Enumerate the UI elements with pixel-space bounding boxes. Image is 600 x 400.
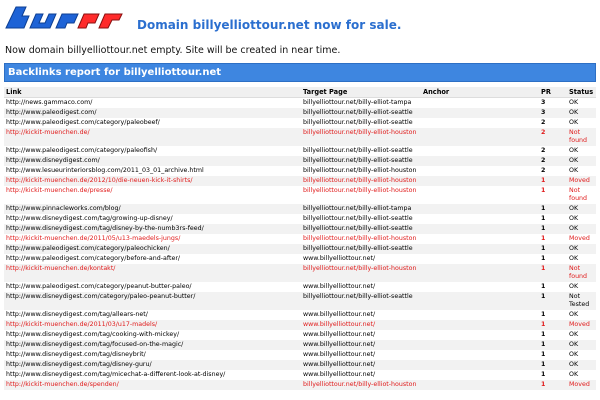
status-cell: OK — [567, 108, 596, 118]
table-row — [4, 330, 596, 340]
status-cell: Not found — [567, 128, 596, 146]
target-page-cell[interactable]: billyelliottour.net/billy-elliot-tampa — [301, 204, 421, 214]
link-cell[interactable]: http://www.paleodigest.com/category/peanut-butter-paleo/ — [4, 282, 301, 292]
target-page-cell[interactable]: billyelliottour.net/billy-elliot-seattle — [301, 214, 421, 224]
status-cell: OK — [567, 244, 596, 254]
backlinks-table — [4, 87, 596, 390]
anchor-cell — [421, 340, 539, 350]
table-row — [4, 156, 596, 166]
table-row — [4, 292, 596, 310]
link-cell[interactable]: http://www.paleodigest.com/category/paleobeef/ — [4, 118, 301, 128]
link-cell[interactable]: http://kickit-muenchen.de/2011/05/u13-maedels-jungs/ — [4, 234, 301, 244]
pr-cell: 1 — [539, 264, 567, 282]
link-cell[interactable]: http://www.disneydigest.com/tag/disneybrit/ — [4, 350, 301, 360]
column-header-status: Status — [567, 87, 596, 98]
target-page-cell[interactable]: billyelliottour.net/billy-elliot-seattle — [301, 292, 421, 310]
pr-cell: 1 — [539, 224, 567, 234]
table-row — [4, 360, 596, 370]
table-row — [4, 224, 596, 234]
anchor-cell — [421, 224, 539, 234]
table-row — [4, 214, 596, 224]
target-page-cell[interactable]: billyelliottour.net/billy-elliot-seattle — [301, 224, 421, 234]
anchor-cell — [421, 118, 539, 128]
link-cell[interactable]: http://www.disneydigest.com/tag/focused-on-the-magic/ — [4, 340, 301, 350]
target-page-cell[interactable]: www.billyelliottour.net/ — [301, 350, 421, 360]
pr-cell: 1 — [539, 254, 567, 264]
table-row — [4, 166, 596, 176]
target-page-cell[interactable]: billyelliottour.net/billy-elliot-houston — [301, 264, 421, 282]
domain-notice: Now domain billyelliottour.net empty. Site will be created in near time. — [5, 45, 341, 56]
pr-cell: 1 — [539, 204, 567, 214]
status-cell: Moved — [567, 234, 596, 244]
link-cell[interactable]: http://kickit-muenchen.de/ — [4, 128, 301, 146]
link-cell[interactable]: http://kickit-muenchen.de/2012/10/die-neuen-kick-it-shirts/ — [4, 176, 301, 186]
status-cell: OK — [567, 310, 596, 320]
status-cell: OK — [567, 340, 596, 350]
anchor-cell — [421, 320, 539, 330]
status-cell: OK — [567, 224, 596, 234]
table-row — [4, 370, 596, 380]
status-cell: OK — [567, 146, 596, 156]
column-header-anchor: Anchor — [421, 87, 539, 98]
anchor-cell — [421, 282, 539, 292]
target-page-cell[interactable]: www.billyelliottour.net/ — [301, 330, 421, 340]
table-row — [4, 350, 596, 360]
anchor-cell — [421, 98, 539, 109]
status-cell: Not found — [567, 264, 596, 282]
anchor-cell — [421, 186, 539, 204]
pr-cell: 1 — [539, 214, 567, 224]
table-row — [4, 98, 596, 109]
anchor-cell — [421, 166, 539, 176]
pr-cell: 1 — [539, 244, 567, 254]
anchor-cell — [421, 292, 539, 310]
status-cell: OK — [567, 204, 596, 214]
target-page-cell[interactable]: billyelliottour.net/billy-elliot-houston — [301, 234, 421, 244]
anchor-cell — [421, 370, 539, 380]
table-row — [4, 282, 596, 292]
table-row — [4, 128, 596, 146]
pr-cell: 1 — [539, 176, 567, 186]
pr-cell: 1 — [539, 370, 567, 380]
pr-cell: 1 — [539, 360, 567, 370]
target-page-cell[interactable]: www.billyelliottour.net/ — [301, 360, 421, 370]
link-cell[interactable]: http://www.paleodigest.com/category/paleofish/ — [4, 146, 301, 156]
anchor-cell — [421, 146, 539, 156]
table-row — [4, 244, 596, 254]
column-header-target: Target Page — [301, 87, 421, 98]
pr-cell: 2 — [539, 128, 567, 146]
anchor-cell — [421, 244, 539, 254]
anchor-cell — [421, 234, 539, 244]
pr-cell: 1 — [539, 282, 567, 292]
report-title: Backlinks report for billyelliottour.net — [8, 67, 222, 78]
pr-cell: 2 — [539, 166, 567, 176]
anchor-cell — [421, 264, 539, 282]
link-cell[interactable]: http://www.disneydigest.com/tag/micechat-a-different-look-at-disney/ — [4, 370, 301, 380]
link-cell[interactable]: http://kickit-muenchen.de/2011/03/u17-madels/ — [4, 320, 301, 330]
table-row — [4, 380, 596, 390]
link-cell[interactable]: http://www.paleodigest.com/ — [4, 108, 301, 118]
target-page-cell[interactable]: billyelliottour.net/billy-elliot-seattle — [301, 244, 421, 254]
site-logo[interactable] — [4, 4, 130, 32]
link-cell[interactable]: http://kickit-muenchen.de/kontakt/ — [4, 264, 301, 282]
link-cell[interactable]: http://www.disneydigest.com/tag/cooking-with-mickey/ — [4, 330, 301, 340]
link-cell[interactable]: http://www.disneydigest.com/tag/growing-up-disney/ — [4, 214, 301, 224]
pr-cell: 1 — [539, 330, 567, 340]
status-cell: Moved — [567, 380, 596, 390]
status-cell: OK — [567, 282, 596, 292]
anchor-cell — [421, 108, 539, 118]
link-cell[interactable]: http://www.pinnacleworks.com/blog/ — [4, 204, 301, 214]
target-page-cell[interactable]: billyelliottour.net/billy-elliot-seattle — [301, 146, 421, 156]
anchor-cell — [421, 310, 539, 320]
status-cell: OK — [567, 360, 596, 370]
pr-cell: 2 — [539, 146, 567, 156]
pr-cell: 1 — [539, 350, 567, 360]
table-header-row — [4, 87, 596, 98]
link-cell[interactable]: http://www.paleodigest.com/category/paleochicken/ — [4, 244, 301, 254]
anchor-cell — [421, 214, 539, 224]
site-header — [4, 4, 596, 34]
table-row — [4, 146, 596, 156]
link-cell[interactable]: http://news.gammaco.com/ — [4, 98, 301, 109]
table-row — [4, 118, 596, 128]
status-cell: OK — [567, 350, 596, 360]
pr-cell: 1 — [539, 310, 567, 320]
backlinks-table-container — [4, 87, 596, 400]
anchor-cell — [421, 380, 539, 390]
target-page-cell[interactable]: www.billyelliottour.net/ — [301, 254, 421, 264]
report-title-bar — [4, 63, 596, 82]
table-row — [4, 310, 596, 320]
status-cell: OK — [567, 370, 596, 380]
pr-cell: 1 — [539, 320, 567, 330]
link-cell[interactable]: http://www.disneydigest.com/tag/allears-net/ — [4, 310, 301, 320]
status-cell: Not found — [567, 186, 596, 204]
anchor-cell — [421, 360, 539, 370]
status-cell: OK — [567, 166, 596, 176]
pr-cell: 1 — [539, 186, 567, 204]
target-page-cell[interactable]: www.billyelliottour.net/ — [301, 340, 421, 350]
anchor-cell — [421, 350, 539, 360]
column-header-link: Link — [4, 87, 301, 98]
target-page-cell[interactable]: billyelliottour.net/billy-elliot-houston — [301, 166, 421, 176]
target-page-cell[interactable]: billyelliottour.net/billy-elliot-houston — [301, 128, 421, 146]
table-row — [4, 234, 596, 244]
target-page-cell[interactable]: billyelliottour.net/billy-elliot-tampa — [301, 98, 421, 109]
link-cell[interactable]: http://www.disneydigest.com/tag/disney-by-the-numb3rs-feed/ — [4, 224, 301, 234]
pr-cell: 1 — [539, 292, 567, 310]
status-cell: OK — [567, 214, 596, 224]
anchor-cell — [421, 204, 539, 214]
pr-cell: 2 — [539, 118, 567, 128]
pr-cell: 3 — [539, 98, 567, 109]
link-cell[interactable]: http://www.lesueurinteriorsblog.com/2011_03_01_archive.html — [4, 166, 301, 176]
target-page-cell[interactable]: billyelliottour.net/billy-elliot-houston — [301, 380, 421, 390]
status-cell: Moved — [567, 320, 596, 330]
status-cell: OK — [567, 330, 596, 340]
link-cell[interactable]: http://www.disneydigest.com/category/paleo-peanut-butter/ — [4, 292, 301, 310]
status-cell: OK — [567, 254, 596, 264]
pr-cell: 1 — [539, 380, 567, 390]
target-page-cell[interactable]: billyelliottour.net/billy-elliot-seattle — [301, 108, 421, 118]
target-page-cell[interactable]: www.billyelliottour.net/ — [301, 282, 421, 292]
target-page-cell[interactable]: billyelliottour.net/billy-elliot-seattle — [301, 118, 421, 128]
anchor-cell — [421, 330, 539, 340]
table-row — [4, 176, 596, 186]
status-cell: Not Tested — [567, 292, 596, 310]
anchor-cell — [421, 128, 539, 146]
status-cell: Moved — [567, 176, 596, 186]
pr-cell: 3 — [539, 108, 567, 118]
page-title: Domain billyelliottour.net now for sale. — [137, 18, 402, 32]
target-page-cell[interactable]: billyelliottour.net/billy-elliot-seattle — [301, 156, 421, 166]
anchor-cell — [421, 176, 539, 186]
table-row — [4, 108, 596, 118]
pr-cell: 1 — [539, 340, 567, 350]
table-row — [4, 204, 596, 214]
status-cell: OK — [567, 98, 596, 109]
target-page-cell[interactable]: www.billyelliottour.net/ — [301, 310, 421, 320]
link-cell[interactable]: http://www.paleodigest.com/category/before-and-after/ — [4, 254, 301, 264]
status-cell: OK — [567, 118, 596, 128]
link-cell[interactable]: http://www.disneydigest.com/ — [4, 156, 301, 166]
anchor-cell — [421, 156, 539, 166]
table-row — [4, 254, 596, 264]
anchor-cell — [421, 254, 539, 264]
link-cell[interactable]: http://kickit-muenchen.de/presse/ — [4, 186, 301, 204]
table-row — [4, 340, 596, 350]
pr-cell: 2 — [539, 156, 567, 166]
target-page-cell[interactable]: www.billyelliottour.net/ — [301, 320, 421, 330]
target-page-cell[interactable]: www.billyelliottour.net/ — [301, 370, 421, 380]
table-row — [4, 264, 596, 282]
link-cell[interactable]: http://kickit-muenchen.de/spenden/ — [4, 380, 301, 390]
status-cell: OK — [567, 156, 596, 166]
column-header-pr: PR — [539, 87, 567, 98]
table-row — [4, 320, 596, 330]
target-page-cell[interactable]: billyelliottour.net/billy-elliot-houston — [301, 176, 421, 186]
pr-cell: 1 — [539, 234, 567, 244]
table-row — [4, 186, 596, 204]
target-page-cell[interactable]: billyelliottour.net/billy-elliot-houston — [301, 186, 421, 204]
link-cell[interactable]: http://www.disneydigest.com/tag/disney-guru/ — [4, 360, 301, 370]
